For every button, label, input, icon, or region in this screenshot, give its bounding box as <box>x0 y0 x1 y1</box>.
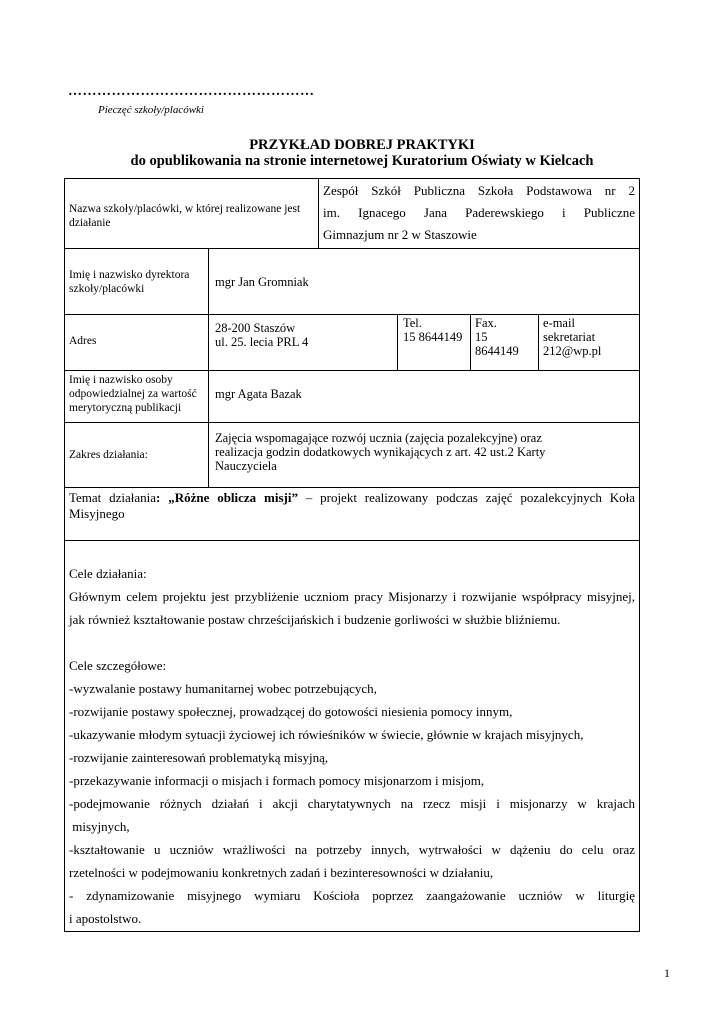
school-label: Nazwa szkoły/placówki, w której realizowane jest działanie <box>69 203 301 229</box>
detail-line: -rozwijanie zainteresowań problematyką misyjną, <box>69 750 329 765</box>
detail-line: -przekazywanie informacji o misjach i formach pomocy misjonarzom i misjom, <box>69 773 485 788</box>
detail-line: rzetelności w podejmowaniu konkretnych zadań i bezinteresowności w działaniu, <box>69 865 494 880</box>
goals-section <box>69 562 635 930</box>
goals-main-line: Głównym celem projektu jest przybliżenie uczniom pracy Misjonarzy i rozwijanie współpracy misyjnej, <box>69 589 635 604</box>
row-divider <box>64 248 640 249</box>
director-value: mgr Jan Gromniak <box>215 275 309 289</box>
goals-main-line: jak również kształtowanie postaw chrześcijańskich i budzenie gorliwości w służbie bliźniemu. <box>69 612 561 627</box>
stamp-label: Pieczęć szkoły/placówki <box>98 104 204 116</box>
responsible-label: Imię i nazwisko osoby odpowiedzialnej za wartość merytoryczną publikacji <box>69 374 197 414</box>
col-divider <box>208 248 209 487</box>
row-divider <box>64 487 640 488</box>
topic <box>69 490 635 522</box>
col-divider <box>538 314 539 370</box>
detail-line: -ukazywanie młodym sytuacji życiowej ich rówieśników w świecie, głównie w krajach misyjnych, <box>69 727 584 742</box>
detail-line: - zdynamizowanie misyjnego wymiaru Kościoła poprzez zaangażowanie uczniów w liturgię <box>69 888 635 903</box>
director-label: Imię i nazwisko dyrektora szkoły/placówki <box>69 269 190 295</box>
scope-value: Zajęcia wspomagające rozwój ucznia (zajęcia pozalekcyjne) oraz realizacja godzin dodatkowych wynikających z art. 42 ust.2 Karty Nauczyciela <box>215 431 546 473</box>
responsible-value: mgr Agata Bazak <box>215 387 302 401</box>
email-value[interactable]: e-mail sekretariat 212@wp.pl <box>543 316 602 358</box>
topic-line2: Misyjnego <box>69 506 125 521</box>
col-divider <box>397 314 398 370</box>
goals-heading: Cele działania: <box>69 566 147 581</box>
detail-line: -rozwijanie postawy społecznej, prowadzącej do gotowości niesienia pomocy innym, <box>69 704 513 719</box>
page-number: 1 <box>664 966 670 980</box>
school-value: Zespół Szkół Publiczna Szkoła Podstawowa nr 2 im. Ignacego Jana Paderewskiego i Publiczne Gimnazjum nr 2 w Staszowie <box>323 183 635 242</box>
address-value: 28-200 Staszów ul. 25. lecia PRL 4 <box>215 321 309 349</box>
topic-prefix: Temat działania <box>69 490 157 505</box>
page-subtitle: do opublikowania na stronie internetowej Kuratorium Oświaty w Kielcach <box>130 153 594 169</box>
scope-label: Zakres działania: <box>69 449 148 461</box>
col-divider <box>470 314 471 370</box>
topic-rest: – projekt realizowany podczas zajęć pozalekcyjnych Koła <box>297 490 635 505</box>
detail-line: -wyzwalanie postawy humanitarnej wobec potrzebujących, <box>69 681 377 696</box>
address-label: Adres <box>69 335 97 347</box>
topic-title: : „Różne oblicza misji” <box>156 490 298 505</box>
page-title: PRZYKŁAD DOBREJ PRAKTYKI <box>249 137 475 153</box>
detail-line: -podejmowanie różnych działań i akcji charytatywnych na rzecz misji i misjonarzy w krajach <box>69 796 635 811</box>
row-divider <box>64 422 640 423</box>
col-divider <box>318 178 319 248</box>
row-divider <box>64 370 640 371</box>
stamp-dots: …………………………………………… <box>68 84 315 99</box>
row-divider <box>64 540 640 541</box>
row-divider <box>64 314 640 315</box>
detail-line: i apostolstwo. <box>69 911 142 926</box>
tel-value: Tel. 15 8644149 <box>403 316 463 344</box>
detail-line: misyjnych, <box>69 819 130 834</box>
detail-line: -kształtowanie u uczniów wrażliwości na potrzeby innych, wytrwałości w dążeniu do celu oraz <box>69 842 635 857</box>
detail-heading: Cele szczegółowe: <box>69 658 167 673</box>
fax-value: Fax. 15 8644149 <box>475 316 519 358</box>
